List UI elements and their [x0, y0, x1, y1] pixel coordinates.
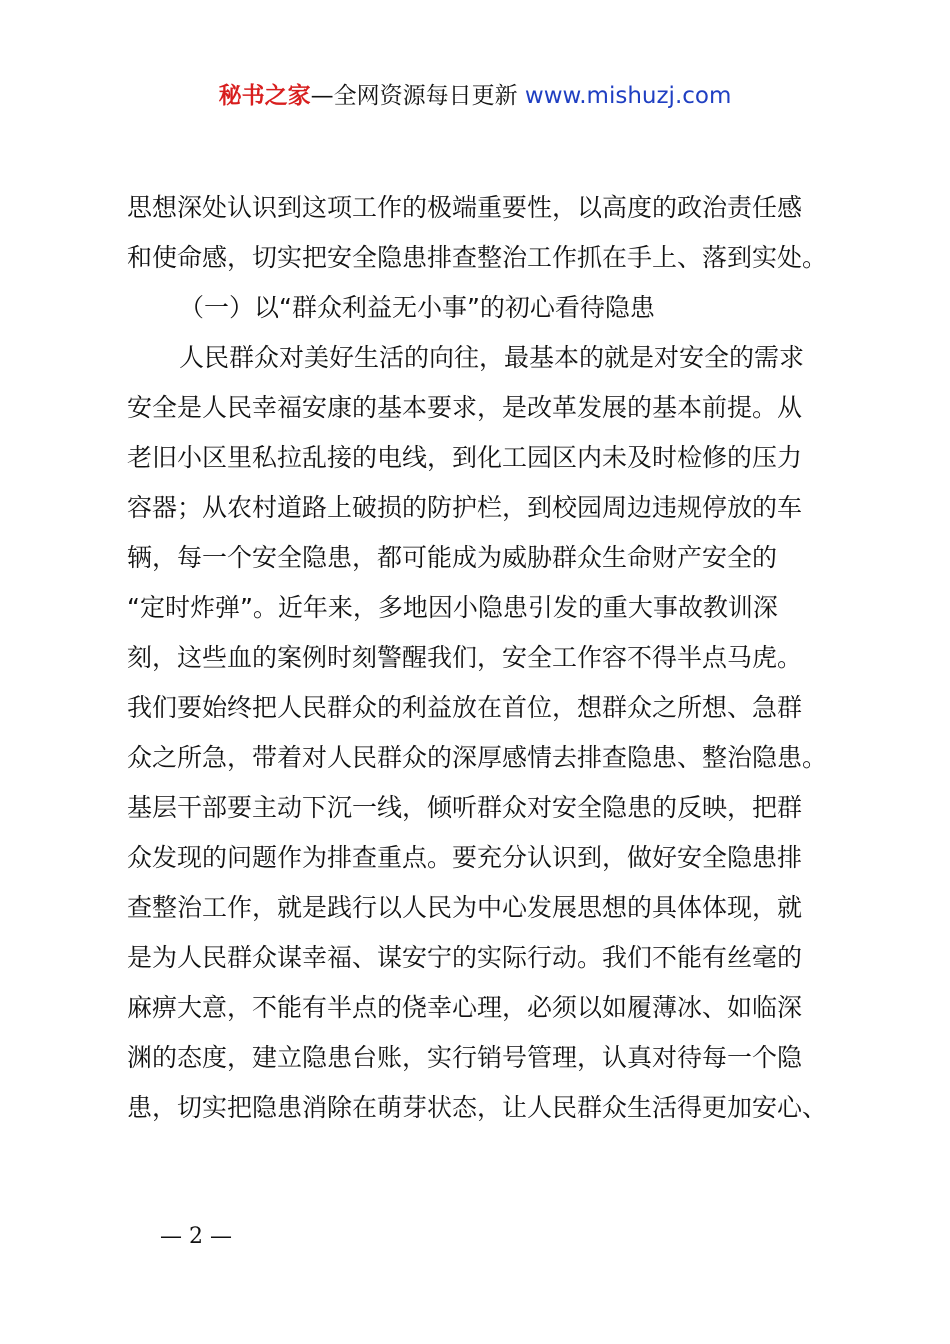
text-line: 患，切实把隐患消除在萌芽状态，让人民群众生活得更加安心、 [127, 1093, 828, 1122]
site-url[interactable]: www.mishuzj.com [524, 83, 732, 109]
page-number: — 2 — [160, 1224, 232, 1249]
brand-name: 秘书之家 [218, 83, 311, 109]
text-line: “定时炸弹”。近年来，多地因小隐患引发的重大事故教训深 [127, 593, 778, 622]
text-line: 众之所急，带着对人民群众的深厚感情去排查隐患、整治隐患。 [127, 743, 828, 772]
text-line: 安全是人民幸福安康的基本要求，是改革发展的基本前提。从 [127, 393, 803, 422]
header-tagline: —全网资源每日更新 [310, 83, 518, 109]
text-line: 老旧小区里私拉乱接的电线，到化工园区内未及时检修的压力 [127, 443, 803, 472]
text-line: 辆，每一个安全隐患，都可能成为威胁群众生命财产安全的 [127, 543, 778, 572]
text-line: 是为人民群众谋幸福、谋安宁的实际行动。我们不能有丝毫的 [127, 943, 803, 972]
document-body [127, 183, 835, 1133]
text-line: 和使命感，切实把安全隐患排查整治工作抓在手上、落到实处。 [127, 243, 828, 272]
text-line: 基层干部要主动下沉一线，倾听群众对安全隐患的反映，把群 [127, 793, 803, 822]
text-line: 人民群众对美好生活的向往，最基本的就是对安全的需求 [179, 343, 805, 372]
site-header [0, 80, 950, 112]
section-heading: （一）以“群众利益无小事”的初心看待隐患 [179, 293, 655, 322]
text-line: 查整治工作，就是践行以人民为中心发展思想的具体体现，就 [127, 893, 803, 922]
text-line: 渊的态度，建立隐患台账，实行销号管理，认真对待每一个隐 [127, 1043, 803, 1072]
text-line: 众发现的问题作为排查重点。要充分认识到，做好安全隐患排 [127, 843, 803, 872]
text-line: 容器；从农村道路上破损的防护栏，到校园周边违规停放的车 [127, 493, 803, 522]
text-line: 我们要始终把人民群众的利益放在首位，想群众之所想、急群 [127, 693, 803, 722]
text-line: 思想深处认识到这项工作的极端重要性，以高度的政治责任感 [127, 193, 803, 222]
text-line: 刻，这些血的案例时刻警醒我们，安全工作容不得半点马虎。 [127, 643, 803, 672]
text-line: 麻痹大意，不能有半点的侥幸心理，必须以如履薄冰、如临深 [127, 993, 803, 1022]
